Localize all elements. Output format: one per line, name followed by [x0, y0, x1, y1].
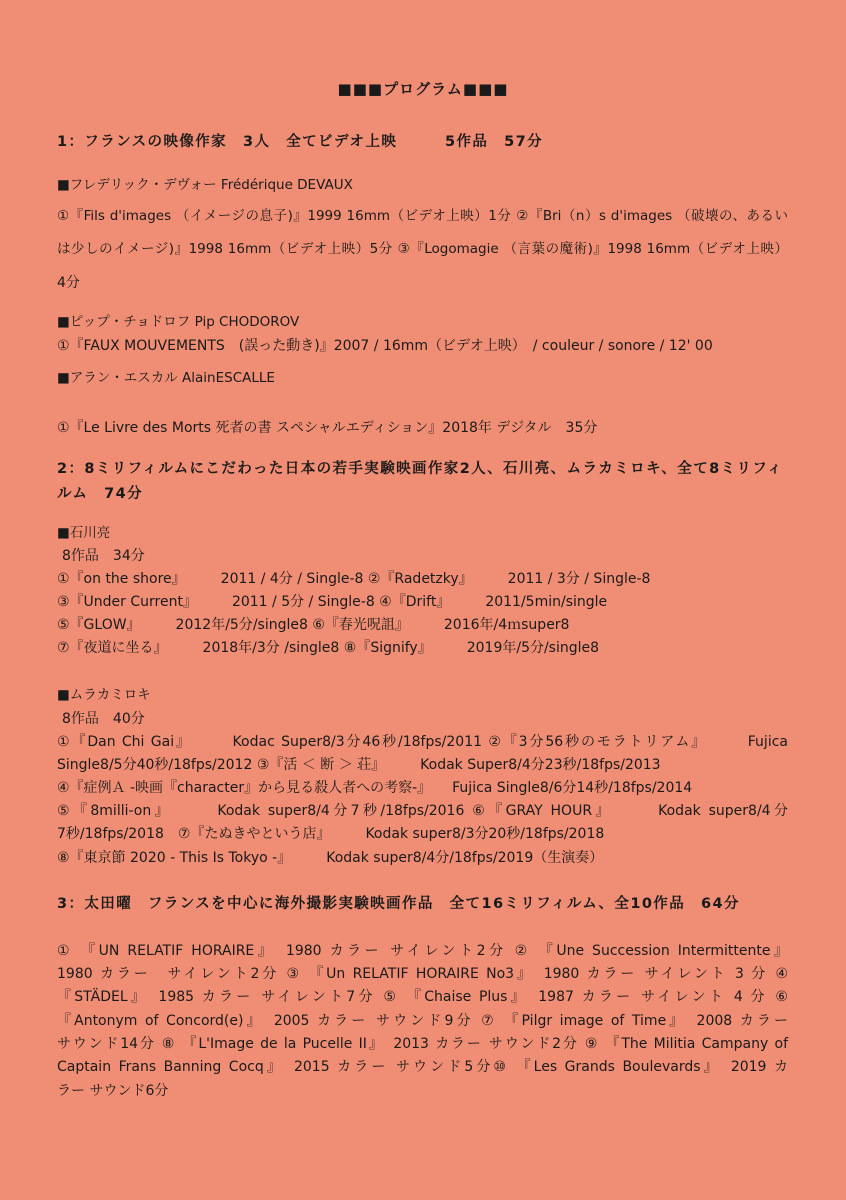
- ota-line-4: 『Antonym of Concord(e)』 2005 カラー サウンド9分 ⑦ 『Pilgr image of Time』 2008 カラー: [57, 1013, 788, 1029]
- devaux-line-2: は少しのイメージ)』1998 16mm（ビデオ上映）5分 ③『Logomagie （言葉の魔術)』1998 16mm（ビデオ上映）: [57, 241, 788, 257]
- ishikawa-line-4: ⑦『夜道に坐る』 2018年/3分 /single8 ⑧『Signify』 2019年/5分/single8: [57, 640, 600, 656]
- devaux-line-3: 4分: [57, 275, 80, 291]
- ota-line-1: ① 『UN RELATIF HORAIRE』 1980 カラー サイレント2分 ② 『Une Succession Intermittente』: [57, 943, 788, 959]
- artist-devaux: ■フレデリック・デヴォー Frédérique DEVAUX: [57, 177, 353, 193]
- escalle-line-1: ①『Le Livre des Morts 死者の書 スペシャルエディション』2018年 デジタル 35分: [57, 420, 598, 436]
- section-2-heading-1: 2：8ミリフィルムにこだわった日本の若手実験映画作家2人、石川亮、ムラカミロキ、全て8ミリフィ: [57, 461, 784, 477]
- murakami-line-5: 7秒/18fps/2018 ⑦『たぬきやという店』 Kodak super8/3分20秒/18fps/2018: [57, 826, 605, 842]
- murakami-line-3: ④『症例Ａ -映画『character』から見る殺人者への考察-』 Fujica Single8/6分14秒/18fps/2014: [57, 780, 693, 796]
- ishikawa-line-2: ③『Under Current』 2011 / 5分 / Single-8 ④『Drift』 2011/5min/single: [57, 594, 608, 610]
- devaux-line-1: ①『Fils d'images （イメージの息子)』1999 16mm（ビデオ上映）1分 ②『Bri（n）s d'images （破壊の、あるい: [57, 208, 788, 224]
- artist-murakami: ■ムラカミロキ: [57, 687, 151, 703]
- section-3-heading: 3：太田曜 フランスを中心に海外撮影実験映画作品 全て16ミリフィルム、全10作品 64分: [57, 896, 740, 912]
- ota-line-5: サウンド14分 ⑧ 『L'Image de la Pucelle II』 2013 カラー サウンド2分 ⑨ 『The Militia Campany of: [57, 1036, 788, 1052]
- chodorov-line-1: ①『FAUX MOUVEMENTS (誤った動き)』2007 / 16mm（ビデオ上映） / couleur / sonore / 12' 00: [57, 338, 713, 354]
- section-2-heading-2: ルム 74分: [57, 486, 143, 502]
- page-title: ■■■プログラム■■■: [337, 80, 509, 98]
- ishikawa-line-3: ⑤『GLOW』 2012年/5分/single8 ⑥『春光呪詛』 2016年/4ｍsuper8: [57, 617, 570, 633]
- ota-line-6: Captain Frans Banning Cocq』 2015 カラー サウンド5分⑩ 『Les Grands Boulevards』 2019 カ: [57, 1059, 788, 1075]
- ota-line-7: ラー サウンド6分: [57, 1083, 169, 1099]
- ota-line-2: 1980 カラー サイレント2分 ③ 『Un RELATIF HORAIRE No3』 1980 カラー サイレント 3 分 ④: [57, 966, 788, 982]
- murakami-line-6: ⑧『東京節 2020 - This Is Tokyo -』 Kodak super8/4分/18fps/2019（生演奏）: [57, 850, 604, 866]
- ishikawa-line-1: ①『on the shore』 2011 / 4分 / Single-8 ②『Radetzky』 2011 / 3分 / Single-8: [57, 571, 651, 587]
- artist-ishikawa: ■石川亮: [57, 525, 111, 541]
- murakami-line-1: ①『Dan Chi Gai』 Kodac Super8/3分46秒/18fps/2011 ②『3分56秒のモラトリアム』 Fujica: [57, 734, 788, 750]
- murakami-line-4: ⑤『8milli-on』 Kodak super8/4分7秒/18fps/2016 ⑥『GRAY HOUR』 Kodak super8/4分: [57, 803, 788, 819]
- artist-escalle: ■アラン・エスカル AlainESCALLE: [57, 370, 275, 386]
- murakami-count: 8作品 40分: [62, 711, 145, 727]
- ishikawa-count: 8作品 34分: [62, 548, 145, 564]
- murakami-line-2: Single8/5分40秒/18fps/2012 ③『活 ＜ 断 ＞ 荘』 Kodak Super8/4分23秒/18fps/2013: [57, 757, 661, 773]
- artist-chodorov: ■ピップ・チョドロフ Pip CHODOROV: [57, 314, 300, 330]
- ota-line-3: 『STÄDEL』 1985 カラー サイレント7分 ⑤ 『Chaise Plus』 1987 カラー サイレント 4 分 ⑥: [57, 989, 788, 1005]
- section-1-heading: 1：フランスの映像作家 3人 全てビデオ上映 5作品 57分: [57, 134, 544, 150]
